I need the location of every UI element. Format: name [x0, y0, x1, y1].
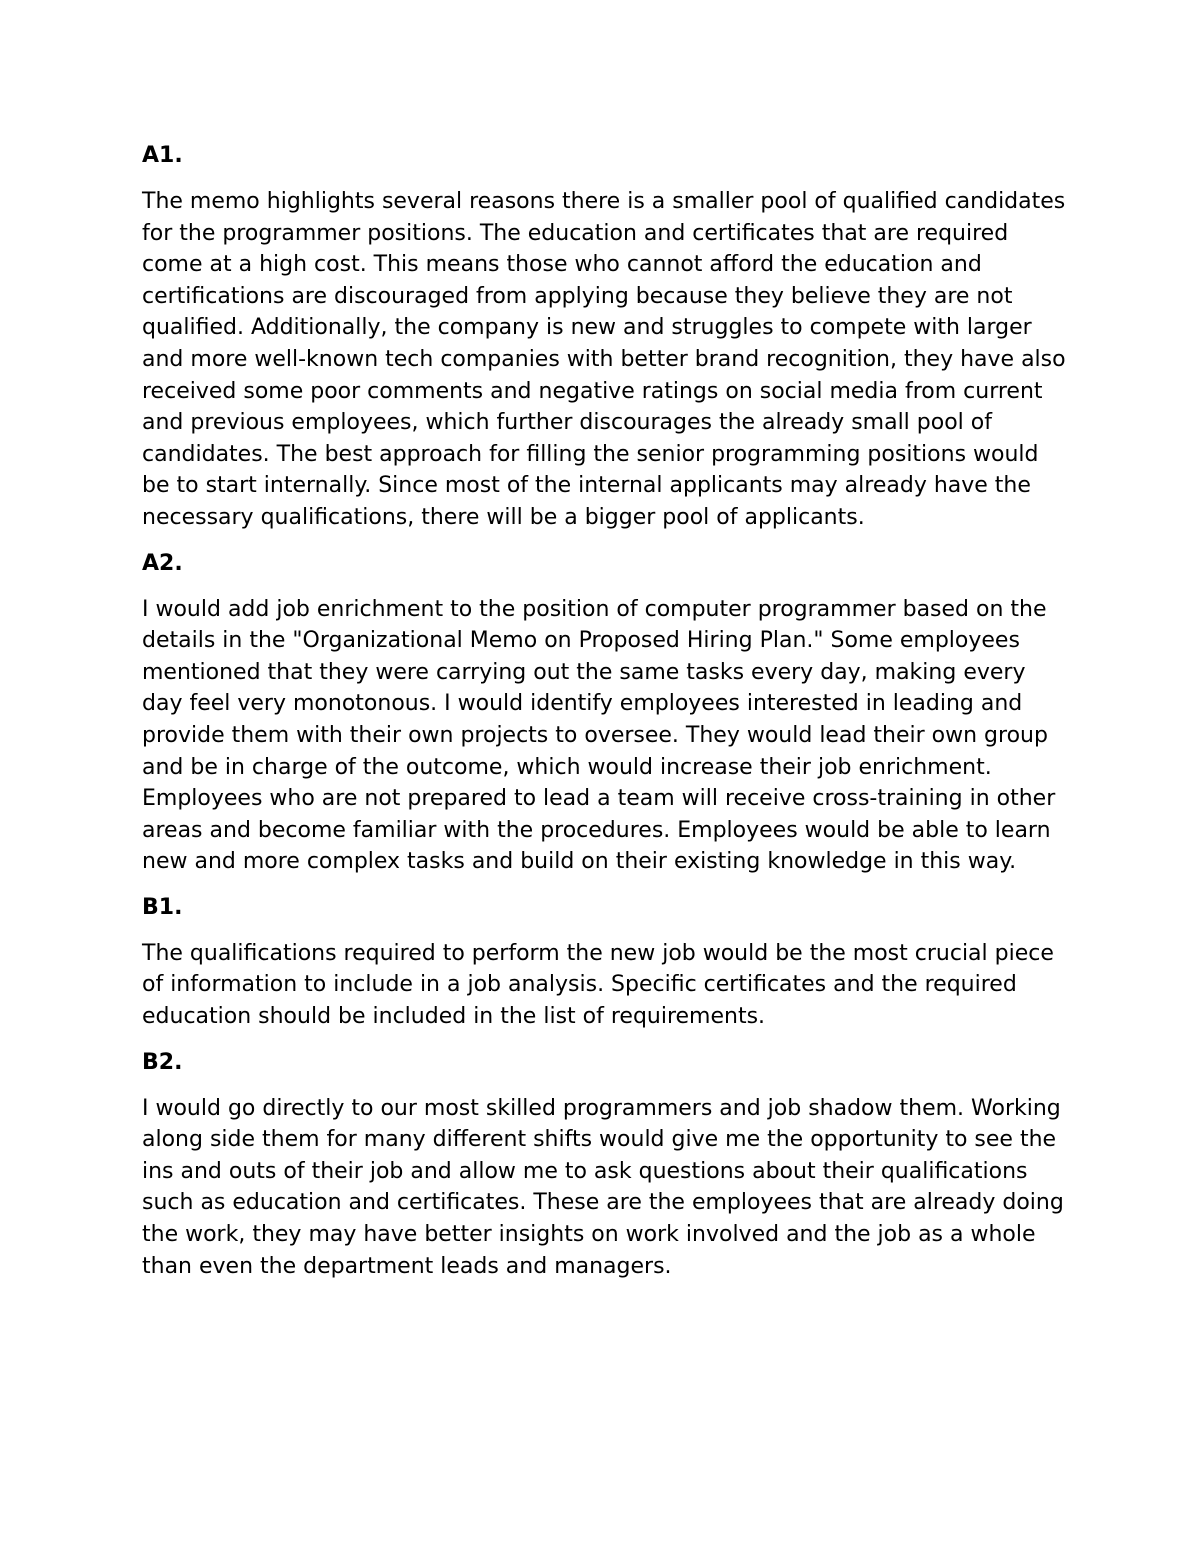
document-page [142, 140, 1072, 1296]
section-heading-a1: A1. [142, 143, 183, 168]
section-heading-a2: A2. [142, 550, 183, 576]
section-heading-b1: B1. [142, 894, 183, 920]
section-body-a2: I would add job enrichment to the position of computer programmer based on the details in the "Organizational Memo on Proposed Hiring Plan." Some employees mentioned that they were carrying out the same tasks every day, making every day feel very monotonous. I would identify employees interested in leading and provide them with their own projects to oversee. They would lead their own group and be in charge of the outcome, which would increase their job enrichment. Employees who are not prepared to lead a team will receive cross-training in other areas and become familiar with the procedures. Employees would be able to learn new and more complex tasks and build on their existing knowledge in this way. [142, 596, 1056, 875]
section-body-b1: The qualifications required to perform the new job would be the most crucial piece of information to include in a job analysis. Specific certificates and the required education should be included in the list of requirements. [142, 940, 1054, 1030]
section-body-a1: The memo highlights several reasons there is a smaller pool of qualified candidates for the programmer positions. The education and certificates that are required come at a high cost. This means those who cannot afford the education and certifications are discouraged from applying because they believe they are not qualified. Additionally, the company is new and struggles to compete with larger and more well-known tech companies with better brand recognition, they have also received some poor comments and negative ratings on social media from current and previous employees, which further discourages the already small pool of candidates. The best approach for filling the senior programming positions would be to start internally. Since most of the internal applicants may already have the necessary qualifications, there will be a bigger pool of applicants. [142, 189, 1066, 530]
section-body-b2: I would go directly to our most skilled programmers and job shadow them. Working along side them for many different shifts would give me the opportunity to see the ins and outs of their job and allow me to ask questions about their qualifications such as education and certificates. These are the employees that are already doing the work, they may have better insights on work involved and the job as a whole than even the department leads and managers. [142, 1095, 1064, 1279]
section-heading-b2: B2. [142, 1049, 183, 1075]
